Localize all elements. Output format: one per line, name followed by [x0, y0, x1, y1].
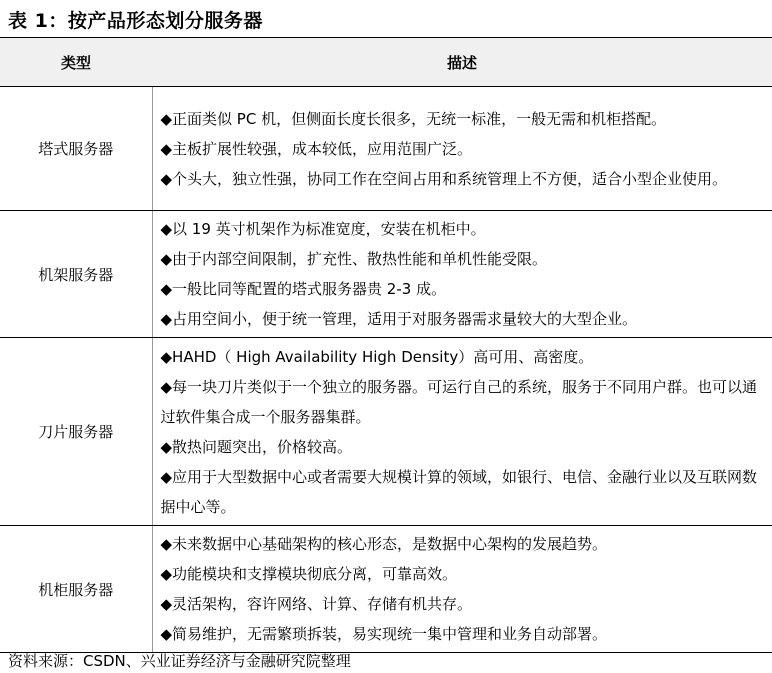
server-type: 塔式服务器 — [0, 87, 152, 211]
description-item: ◆简易维护，无需繁琐拆装，易实现统一集中管理和业务自动部署。 — [160, 625, 608, 643]
description-item: ◆以 19 英寸机架作为标准宽度，安装在机柜中。 — [160, 220, 486, 238]
description-item: ◆一般比同等配置的塔式服务器贵 2-3 成。 — [160, 280, 447, 298]
description-item: ◆HAHD（ High Availability High Density）高可用、高密度。 — [160, 347, 594, 366]
header-row — [0, 38, 772, 87]
description-cell — [152, 526, 772, 653]
header-description: 描述 — [152, 38, 772, 87]
description-item: ◆未来数据中心基础架构的核心形态，是数据中心架构的发展趋势。 — [160, 535, 608, 553]
header-type: 类型 — [0, 38, 152, 87]
table-row — [0, 211, 772, 338]
description-item: ◆每一块刀片类似于一个独立的服务器。可运行自己的系统，服务于不同用户群。也可以通过软件集合成一个服务器集群。 — [160, 377, 758, 426]
source-note: 资料来源：CSDN、兴业证券经济与金融研究院整理 — [8, 652, 351, 670]
table-title: 表 1：按产品形态划分服务器 — [8, 10, 263, 32]
server-type: 刀片服务器 — [0, 338, 152, 526]
server-type: 机柜服务器 — [0, 526, 152, 653]
table-row — [0, 87, 772, 211]
description-item: ◆应用于大型数据中心或者需要大规模计算的领域，如银行、电信、金融行业以及互联网数据中心等。 — [160, 467, 758, 516]
description-item: ◆灵活架构，容许网络、计算、存储有机共存。 — [160, 595, 473, 613]
description-cell — [152, 211, 772, 338]
description-cell — [152, 87, 772, 211]
table-row — [0, 526, 772, 653]
description-item: ◆由于内部空间限制，扩充性、散热性能和单机性能受限。 — [160, 250, 548, 268]
server-table — [0, 37, 772, 653]
description-item: ◆正面类似 PC 机，但侧面长度长很多，无统一标准，一般无需和机柜搭配。 — [160, 109, 667, 128]
description-cell — [152, 338, 772, 526]
table-row — [0, 338, 772, 526]
description-item: ◆个头大，独立性强，协同工作在空间占用和系统管理上不方便，适合小型企业使用。 — [160, 169, 728, 188]
description-item: ◆主板扩展性较强，成本较低，应用范围广泛。 — [160, 139, 473, 158]
description-item: ◆功能模块和支撑模块彻底分离，可靠高效。 — [160, 565, 458, 583]
server-type: 机架服务器 — [0, 211, 152, 338]
description-item: ◆占用空间小，便于统一管理，适用于对服务器需求量较大的大型企业。 — [160, 310, 638, 328]
description-item: ◆散热问题突出，价格较高。 — [160, 437, 353, 456]
